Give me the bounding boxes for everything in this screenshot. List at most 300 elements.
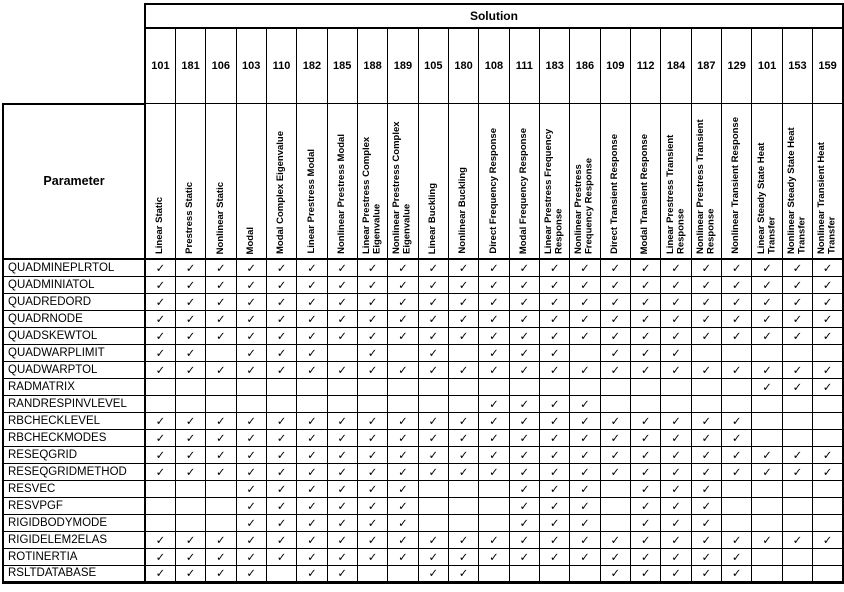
check-cell: ✓ [509, 361, 539, 378]
check-cell: ✓ [327, 548, 357, 565]
check-cell: ✓ [661, 327, 691, 344]
empty-cell [782, 344, 812, 361]
check-cell: ✓ [782, 361, 812, 378]
solution-code: 106 [206, 28, 236, 104]
empty-cell [175, 378, 205, 395]
parameter-name: RBCHECKLEVEL [3, 412, 145, 429]
empty-cell [813, 412, 843, 429]
empty-cell [448, 378, 478, 395]
check-cell: ✓ [631, 446, 661, 463]
empty-cell [388, 565, 418, 582]
parameter-name: RANDRESPINVLEVEL [3, 395, 145, 412]
solution-label: Modal [244, 226, 256, 254]
check-cell: ✓ [600, 293, 630, 310]
check-cell: ✓ [631, 310, 661, 327]
check-cell: ✓ [782, 276, 812, 293]
empty-cell [448, 395, 478, 412]
check-cell: ✓ [297, 446, 327, 463]
check-cell: ✓ [448, 361, 478, 378]
solution-label-cell [145, 104, 175, 260]
check-cell: ✓ [145, 327, 175, 344]
check-cell: ✓ [145, 344, 175, 361]
check-cell: ✓ [691, 548, 721, 565]
parameter-row [3, 259, 843, 276]
solution-label-cell [600, 104, 630, 260]
solution-label: Linear Prestress Complex Eigenvalue [361, 136, 383, 254]
check-cell: ✓ [388, 361, 418, 378]
empty-cell [206, 344, 236, 361]
check-cell: ✓ [357, 412, 387, 429]
solution-label-cell [539, 104, 569, 260]
solution-label: Nonlinear Static [214, 181, 226, 254]
empty-cell [145, 514, 175, 531]
check-cell: ✓ [327, 463, 357, 480]
check-cell: ✓ [145, 463, 175, 480]
check-cell: ✓ [813, 259, 843, 276]
solution-label-cell [388, 104, 418, 260]
solution-label: Nonlinear Transient Heat Transfer [816, 142, 838, 254]
check-cell: ✓ [357, 514, 387, 531]
check-cell: ✓ [266, 412, 296, 429]
check-cell: ✓ [691, 446, 721, 463]
check-cell: ✓ [752, 446, 782, 463]
solution-label: Linear Prestress Modal [305, 149, 317, 254]
check-cell: ✓ [236, 463, 266, 480]
check-cell: ✓ [236, 412, 266, 429]
check-cell: ✓ [509, 412, 539, 429]
check-cell: ✓ [236, 514, 266, 531]
empty-cell [570, 378, 600, 395]
check-cell: ✓ [782, 327, 812, 344]
solution-label-cell [479, 104, 509, 260]
check-cell: ✓ [418, 463, 448, 480]
check-cell: ✓ [752, 327, 782, 344]
check-cell: ✓ [539, 293, 569, 310]
check-cell: ✓ [691, 565, 721, 582]
check-cell: ✓ [722, 548, 752, 565]
empty-cell [357, 378, 387, 395]
empty-cell [722, 378, 752, 395]
check-cell: ✓ [631, 276, 661, 293]
solution-code: 181 [175, 28, 205, 104]
check-cell: ✓ [782, 378, 812, 395]
check-cell: ✓ [175, 293, 205, 310]
check-cell: ✓ [236, 531, 266, 548]
solution-code: 108 [479, 28, 509, 104]
empty-cell [661, 395, 691, 412]
check-cell: ✓ [509, 259, 539, 276]
check-cell: ✓ [266, 293, 296, 310]
check-cell: ✓ [236, 293, 266, 310]
check-cell: ✓ [206, 548, 236, 565]
solution-code: 129 [722, 28, 752, 104]
check-cell: ✓ [327, 514, 357, 531]
check-cell: ✓ [752, 463, 782, 480]
check-cell: ✓ [297, 344, 327, 361]
check-cell: ✓ [418, 293, 448, 310]
solution-label: Nonlinear Steady State Heat Transfer [785, 127, 808, 254]
empty-cell [691, 378, 721, 395]
check-cell: ✓ [418, 548, 448, 565]
parameter-name: QUADMINIATOL [3, 276, 145, 293]
solution-code: 109 [600, 28, 630, 104]
check-cell: ✓ [145, 276, 175, 293]
check-cell: ✓ [752, 531, 782, 548]
check-cell: ✓ [691, 293, 721, 310]
empty-cell [782, 480, 812, 497]
check-cell: ✓ [418, 429, 448, 446]
parameter-row [3, 378, 843, 395]
check-cell: ✓ [236, 497, 266, 514]
solution-label-cell [631, 104, 661, 260]
check-cell: ✓ [813, 378, 843, 395]
empty-cell [752, 565, 782, 582]
solution-header-row [3, 4, 843, 28]
check-cell: ✓ [600, 548, 630, 565]
check-cell: ✓ [327, 310, 357, 327]
check-cell: ✓ [509, 548, 539, 565]
check-cell: ✓ [570, 548, 600, 565]
solution-code: 101 [752, 28, 782, 104]
check-cell: ✓ [145, 565, 175, 582]
check-cell: ✓ [631, 293, 661, 310]
check-cell: ✓ [388, 310, 418, 327]
check-cell: ✓ [539, 446, 569, 463]
check-cell: ✓ [539, 429, 569, 446]
check-cell: ✓ [722, 429, 752, 446]
check-cell: ✓ [570, 412, 600, 429]
check-cell: ✓ [661, 497, 691, 514]
check-cell: ✓ [509, 480, 539, 497]
check-cell: ✓ [266, 327, 296, 344]
check-cell: ✓ [509, 531, 539, 548]
check-cell: ✓ [175, 429, 205, 446]
empty-cell [813, 514, 843, 531]
check-cell: ✓ [570, 361, 600, 378]
empty-cell [145, 480, 175, 497]
check-cell: ✓ [661, 310, 691, 327]
empty-cell [782, 565, 812, 582]
check-cell: ✓ [479, 446, 509, 463]
check-cell: ✓ [479, 463, 509, 480]
solution-label-cell [509, 104, 539, 260]
check-cell: ✓ [661, 531, 691, 548]
solution-label-cell [297, 104, 327, 260]
parameter-name: QUADREDORD [3, 293, 145, 310]
check-cell: ✓ [813, 310, 843, 327]
check-cell: ✓ [570, 531, 600, 548]
solution-label-cell [813, 104, 843, 260]
check-cell: ✓ [266, 259, 296, 276]
empty-cell [327, 378, 357, 395]
check-cell: ✓ [661, 412, 691, 429]
check-cell: ✓ [357, 497, 387, 514]
check-cell: ✓ [327, 565, 357, 582]
check-cell: ✓ [509, 293, 539, 310]
check-cell: ✓ [661, 514, 691, 531]
solution-label: Nonlinear Prestress Modal [335, 134, 347, 254]
check-cell: ✓ [418, 327, 448, 344]
empty-cell [418, 395, 448, 412]
check-cell: ✓ [206, 276, 236, 293]
check-cell: ✓ [752, 276, 782, 293]
check-cell: ✓ [297, 480, 327, 497]
empty-cell [448, 497, 478, 514]
empty-cell [752, 344, 782, 361]
check-cell: ✓ [418, 344, 448, 361]
empty-cell [266, 395, 296, 412]
solution-label: Modal Complex Eigenvalue [275, 131, 287, 254]
empty-cell [691, 344, 721, 361]
check-cell: ✓ [236, 429, 266, 446]
check-cell: ✓ [145, 429, 175, 446]
check-cell: ✓ [631, 412, 661, 429]
empty-cell [418, 514, 448, 531]
empty-cell [418, 497, 448, 514]
solution-label: Linear Static [154, 196, 166, 254]
empty-cell [752, 395, 782, 412]
check-cell: ✓ [327, 361, 357, 378]
check-cell: ✓ [479, 531, 509, 548]
check-cell: ✓ [297, 429, 327, 446]
empty-cell [813, 565, 843, 582]
solution-label-cell [722, 104, 752, 260]
check-cell: ✓ [661, 361, 691, 378]
check-cell: ✓ [357, 361, 387, 378]
solution-label: Nonlinear Prestress Frequency Response [573, 157, 595, 254]
check-cell: ✓ [266, 310, 296, 327]
empty-cell [813, 548, 843, 565]
solution-code: 185 [327, 28, 357, 104]
parameter-row [3, 344, 843, 361]
solution-label: Nonlinear Prestress Transient Response [694, 119, 717, 254]
check-cell: ✓ [722, 327, 752, 344]
check-cell: ✓ [813, 446, 843, 463]
check-cell: ✓ [206, 565, 236, 582]
check-cell: ✓ [722, 293, 752, 310]
check-cell: ✓ [509, 429, 539, 446]
empty-cell [539, 565, 569, 582]
check-cell: ✓ [327, 531, 357, 548]
check-cell: ✓ [266, 514, 296, 531]
solution-label: Nonlinear Transient Response [730, 117, 742, 254]
check-cell: ✓ [479, 276, 509, 293]
check-cell: ✓ [539, 548, 569, 565]
check-cell: ✓ [175, 531, 205, 548]
blank-corner [3, 4, 145, 28]
solution-label: Direct Transient Response [609, 134, 621, 254]
parameter-row [3, 276, 843, 293]
parameter-row [3, 531, 843, 548]
check-cell: ✓ [661, 293, 691, 310]
check-cell: ✓ [266, 497, 296, 514]
check-cell: ✓ [479, 259, 509, 276]
empty-cell [600, 497, 630, 514]
check-cell: ✓ [388, 276, 418, 293]
check-cell: ✓ [600, 531, 630, 548]
check-cell: ✓ [661, 480, 691, 497]
check-cell: ✓ [752, 259, 782, 276]
parameter-name: RSLTDATABASE [3, 565, 145, 582]
solution-label: Direct Frequency Response [487, 128, 499, 254]
check-cell: ✓ [145, 259, 175, 276]
check-cell: ✓ [418, 259, 448, 276]
parameter-header: Parameter [3, 104, 145, 260]
empty-cell [570, 565, 600, 582]
check-cell: ✓ [539, 276, 569, 293]
solution-label-cell [782, 104, 812, 260]
check-cell: ✓ [631, 361, 661, 378]
parameter-row [3, 293, 843, 310]
check-cell: ✓ [539, 259, 569, 276]
check-cell: ✓ [782, 446, 812, 463]
check-cell: ✓ [661, 463, 691, 480]
check-cell: ✓ [539, 412, 569, 429]
check-cell: ✓ [175, 327, 205, 344]
solution-label-cell [418, 104, 448, 260]
check-cell: ✓ [691, 276, 721, 293]
empty-cell [175, 497, 205, 514]
check-cell: ✓ [357, 463, 387, 480]
check-cell: ✓ [661, 259, 691, 276]
empty-cell [327, 395, 357, 412]
solution-label-cell [236, 104, 266, 260]
check-cell: ✓ [782, 259, 812, 276]
check-cell: ✓ [539, 310, 569, 327]
parameter-name: RESEQGRID [3, 446, 145, 463]
check-cell: ✓ [357, 293, 387, 310]
check-cell: ✓ [600, 259, 630, 276]
empty-cell [175, 395, 205, 412]
solution-code: 153 [782, 28, 812, 104]
check-cell: ✓ [600, 361, 630, 378]
empty-cell [600, 480, 630, 497]
check-cell: ✓ [600, 446, 630, 463]
solution-label-cell [570, 104, 600, 260]
parameter-name: ROTINERTIA [3, 548, 145, 565]
empty-cell [357, 395, 387, 412]
check-cell: ✓ [691, 327, 721, 344]
check-cell: ✓ [327, 293, 357, 310]
solution-code: 110 [266, 28, 296, 104]
empty-cell [722, 480, 752, 497]
check-cell: ✓ [236, 310, 266, 327]
parameter-name: RIGIDELEM2ELAS [3, 531, 145, 548]
parameter-name: QUADRNODE [3, 310, 145, 327]
matrix-table [2, 3, 844, 584]
check-cell: ✓ [448, 463, 478, 480]
check-cell: ✓ [297, 531, 327, 548]
solution-codes-row [3, 28, 843, 104]
empty-cell [236, 378, 266, 395]
empty-cell [722, 514, 752, 531]
empty-cell [782, 395, 812, 412]
check-cell: ✓ [691, 531, 721, 548]
check-cell: ✓ [388, 480, 418, 497]
empty-cell [206, 395, 236, 412]
check-cell: ✓ [327, 480, 357, 497]
check-cell: ✓ [661, 344, 691, 361]
check-cell: ✓ [145, 412, 175, 429]
check-cell: ✓ [388, 327, 418, 344]
empty-cell [418, 480, 448, 497]
check-cell: ✓ [631, 259, 661, 276]
check-cell: ✓ [782, 531, 812, 548]
check-cell: ✓ [388, 293, 418, 310]
check-cell: ✓ [327, 429, 357, 446]
solution-label-cell [357, 104, 387, 260]
check-cell: ✓ [691, 429, 721, 446]
parameter-row [3, 395, 843, 412]
check-cell: ✓ [266, 463, 296, 480]
solution-label: Linear Prestress Frequency Response [543, 128, 565, 254]
check-cell: ✓ [236, 446, 266, 463]
check-cell: ✓ [236, 276, 266, 293]
check-cell: ✓ [206, 531, 236, 548]
check-cell: ✓ [691, 310, 721, 327]
check-cell: ✓ [388, 429, 418, 446]
check-cell: ✓ [691, 361, 721, 378]
check-cell: ✓ [297, 276, 327, 293]
check-cell: ✓ [722, 276, 752, 293]
check-cell: ✓ [570, 480, 600, 497]
check-cell: ✓ [570, 310, 600, 327]
empty-cell [479, 565, 509, 582]
check-cell: ✓ [448, 310, 478, 327]
check-cell: ✓ [722, 310, 752, 327]
empty-cell [631, 378, 661, 395]
check-cell: ✓ [631, 514, 661, 531]
check-cell: ✓ [813, 361, 843, 378]
parameter-name: QUADWARPLIMIT [3, 344, 145, 361]
check-cell: ✓ [236, 344, 266, 361]
check-cell: ✓ [722, 361, 752, 378]
empty-cell [388, 344, 418, 361]
solution-label-cell [752, 104, 782, 260]
check-cell: ✓ [297, 497, 327, 514]
check-cell: ✓ [479, 293, 509, 310]
solution-code: 189 [388, 28, 418, 104]
check-cell: ✓ [539, 514, 569, 531]
empty-cell [206, 497, 236, 514]
check-cell: ✓ [175, 259, 205, 276]
check-cell: ✓ [509, 310, 539, 327]
check-cell: ✓ [297, 565, 327, 582]
check-cell: ✓ [691, 412, 721, 429]
check-cell: ✓ [539, 327, 569, 344]
check-cell: ✓ [175, 310, 205, 327]
solution-label: Nonlinear Prestress Complex Eigenvalue [391, 121, 413, 254]
parameter-row [3, 480, 843, 497]
empty-cell [479, 514, 509, 531]
check-cell: ✓ [448, 412, 478, 429]
check-cell: ✓ [448, 259, 478, 276]
check-cell: ✓ [479, 344, 509, 361]
check-cell: ✓ [297, 514, 327, 531]
check-cell: ✓ [631, 344, 661, 361]
check-cell: ✓ [479, 395, 509, 412]
empty-cell [327, 344, 357, 361]
solution-label-cell [175, 104, 205, 260]
solution-code: 111 [509, 28, 539, 104]
check-cell: ✓ [722, 259, 752, 276]
check-cell: ✓ [145, 548, 175, 565]
check-cell: ✓ [236, 565, 266, 582]
check-cell: ✓ [297, 361, 327, 378]
empty-cell [145, 497, 175, 514]
check-cell: ✓ [418, 446, 448, 463]
check-cell: ✓ [691, 480, 721, 497]
